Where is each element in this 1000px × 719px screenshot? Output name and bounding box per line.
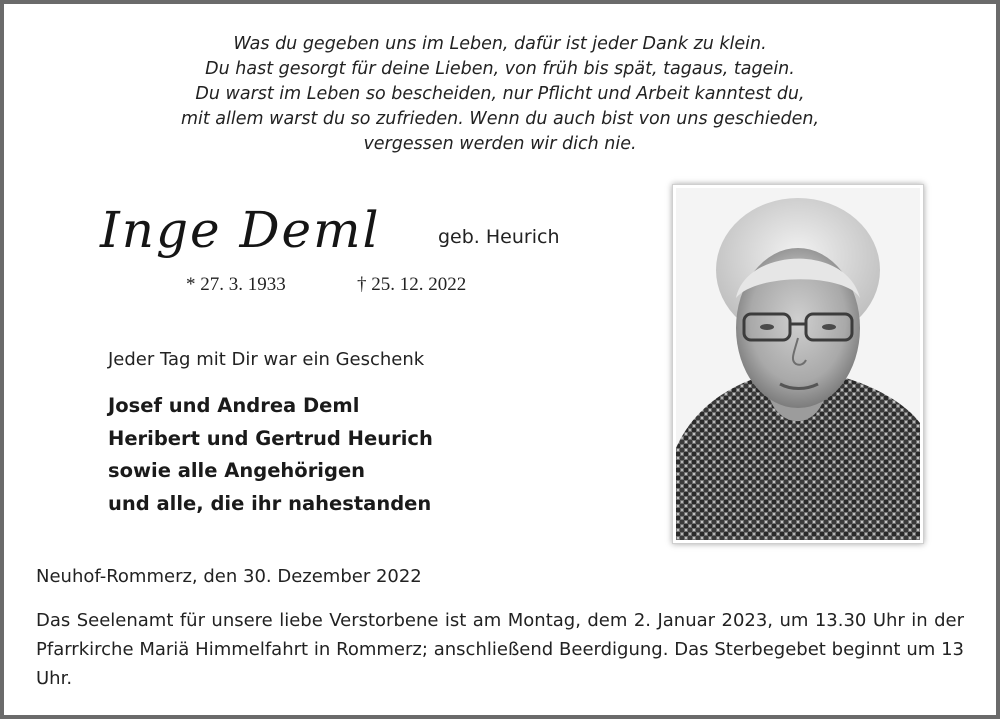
portrait-image — [676, 188, 920, 540]
deceased-name: Inge Deml — [100, 201, 381, 259]
death-date: † 25. 12. 2022 — [357, 274, 467, 295]
mourners-list — [108, 390, 433, 520]
maiden-name: geb. Heurich — [438, 226, 560, 248]
portrait-photo — [672, 184, 924, 544]
funeral-notice: Das Seelenamt für unsere liebe Verstorbene ist am Montag, dem 2. Januar 2023, um 13.30 Uhr in der Pfarrkirche Mariä Himmelfahrt in Rommerz; anschließend Beerdigung. Das Sterbegebet beginnt um 13 Uhr. — [36, 610, 964, 689]
mourner-line: sowie alle Angehörigen — [108, 459, 366, 482]
motto: Jeder Tag mit Dir war ein Geschenk — [108, 349, 425, 370]
poem-line: mit allem warst du so zufrieden. Wenn du auch bist von uns geschieden, — [180, 109, 820, 129]
place-date: Neuhof-Rommerz, den 30. Dezember 2022 — [36, 566, 422, 587]
mourner-line: Josef und Andrea Deml — [108, 394, 360, 417]
poem — [0, 32, 1000, 157]
poem-line: Was du gegeben uns im Leben, dafür ist jeder Dank zu klein. — [233, 34, 767, 54]
mourner-line: Heribert und Gertrud Heurich — [108, 426, 433, 450]
poem-line: Du hast gesorgt für deine Lieben, von früh bis spät, tagaus, tagein. — [205, 59, 795, 79]
poem-line: Du warst im Leben so bescheiden, nur Pflicht und Arbeit kanntest du, — [195, 84, 805, 104]
birth-date: * 27. 3. 1933 — [186, 274, 286, 295]
mourner-line: und alle, die ihr nahestanden — [108, 491, 432, 515]
poem-line: vergessen werden wir dich nie. — [363, 134, 637, 154]
